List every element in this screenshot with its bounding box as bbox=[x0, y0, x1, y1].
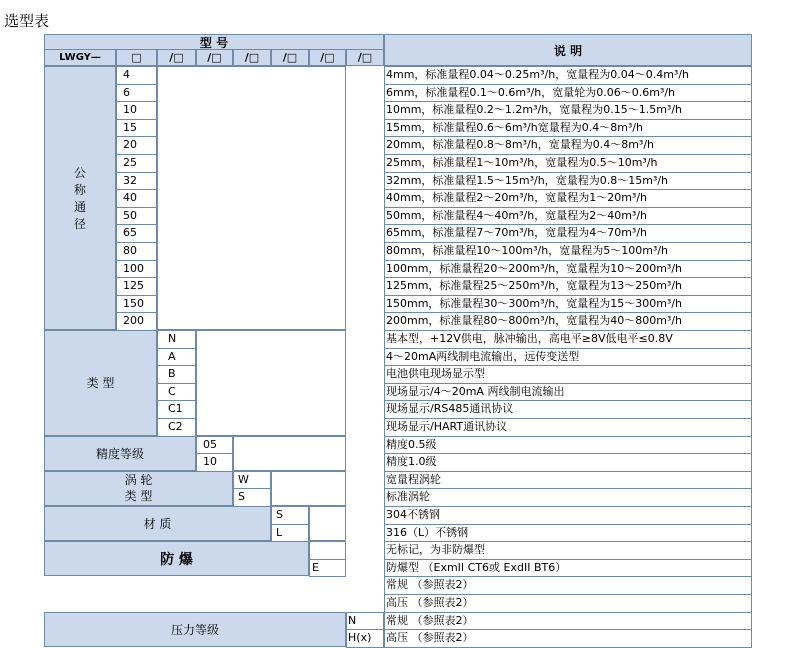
description-text: 150mm，标准量程30～300m³/h，宽量程为15～300m³/h bbox=[386, 296, 683, 310]
description-text: 304不锈钢 bbox=[386, 508, 440, 521]
code-col-blank bbox=[157, 66, 346, 330]
description-text: 20mm，标准量程0.8～8m³/h，宽量程为0.4～8m³/h bbox=[386, 138, 655, 152]
code-box: /□ bbox=[346, 49, 384, 66]
size-code: 150 bbox=[116, 295, 157, 314]
type-code: A bbox=[157, 348, 196, 367]
description-text: 无标记，为非防爆型 bbox=[386, 543, 485, 557]
description-text: 宽量程涡轮 bbox=[386, 472, 441, 486]
description-row: 高压 （参照表2） bbox=[384, 629, 752, 648]
description-row bbox=[384, 559, 752, 578]
description-row bbox=[384, 348, 752, 367]
description-row bbox=[384, 453, 752, 472]
description-text: 电池供电现场显示型 bbox=[386, 367, 485, 381]
description-text: 32mm，标准量程1.5～15m³/h，宽量程为0.8～15m³/h bbox=[386, 173, 669, 187]
description-row bbox=[384, 383, 752, 402]
code-box: /□ bbox=[309, 49, 346, 66]
size-code: 65 bbox=[116, 224, 157, 243]
description-text: 高压 （参照表2） bbox=[386, 596, 474, 609]
description-text: 精度1.0级 bbox=[386, 455, 437, 469]
description-text: 常规 （参照表2） bbox=[386, 578, 474, 592]
code-box: /□ bbox=[196, 49, 233, 66]
explosion-code: E bbox=[309, 559, 346, 578]
type-code: C bbox=[157, 383, 196, 402]
code-box: □ bbox=[116, 49, 157, 66]
description-text: 标准涡轮 bbox=[386, 490, 430, 504]
description-text: 现场显示/HART通讯协议 bbox=[386, 420, 508, 433]
code-box: /□ bbox=[271, 49, 309, 66]
description-row bbox=[384, 488, 752, 507]
description-text: 125mm，标准量程25～250m³/h，宽量程为13～250m³/h bbox=[386, 279, 683, 293]
pressure-code: H(x) bbox=[346, 629, 384, 648]
accuracy-label: 精度等级 bbox=[44, 436, 196, 471]
size-code: 25 bbox=[116, 154, 157, 173]
description-row bbox=[384, 365, 752, 384]
explosion-label: 防 爆 bbox=[44, 541, 309, 576]
description-row bbox=[384, 541, 752, 560]
description-row bbox=[384, 277, 752, 296]
material-label: 材 质 bbox=[44, 506, 271, 541]
size-code: 80 bbox=[116, 242, 157, 261]
material-code: S bbox=[271, 506, 309, 525]
description-text: 基本型，+12V供电，脉冲输出，高电平≥8V低电平≤0.8V bbox=[386, 332, 673, 345]
nominal-diameter-label: 公 称 通 径 bbox=[44, 66, 116, 330]
code-box: /□ bbox=[233, 49, 271, 66]
description-text: 80mm，标准量程10～100m³/h，宽量程为5～100m³/h bbox=[386, 244, 669, 257]
code-col-blank bbox=[271, 471, 346, 506]
description-text: 现场显示/RS485通讯协议 bbox=[386, 402, 514, 416]
description-row bbox=[384, 189, 752, 208]
type-label: 类 型 bbox=[44, 330, 157, 436]
size-code: 125 bbox=[116, 277, 157, 296]
description-text: 40mm，标准量程2～20m³/h，宽量程为1～20m³/h bbox=[386, 191, 648, 205]
description-row bbox=[384, 154, 752, 173]
description-row bbox=[384, 84, 752, 103]
type-code: N bbox=[157, 330, 196, 349]
size-code: 50 bbox=[116, 207, 157, 226]
code-box: /□ bbox=[157, 49, 196, 66]
description-text: 现场显示/4～20mA 两线制电流输出 bbox=[386, 384, 565, 398]
description-row bbox=[384, 400, 752, 419]
model-header: 型 号 bbox=[44, 34, 384, 50]
description-text: 15mm，标准量程0.6～6m³/h宽量程为0.4～8m³/h bbox=[386, 120, 644, 134]
size-code: 100 bbox=[116, 260, 157, 279]
description-text: 4mm，标准量程0.04～0.25m³/h，宽量程为0.04～0.4m³/h bbox=[386, 68, 690, 81]
code-col-blank bbox=[309, 506, 346, 541]
size-code: 4 bbox=[116, 66, 157, 85]
description-row bbox=[384, 260, 752, 279]
description-text: 65mm，标准量程7～70m³/h，宽量程为4～70m³/h bbox=[386, 226, 648, 240]
size-code: 40 bbox=[116, 189, 157, 208]
description-row bbox=[384, 576, 752, 595]
size-code: 32 bbox=[116, 172, 157, 191]
size-code: 10 bbox=[116, 101, 157, 120]
size-code: 15 bbox=[116, 119, 157, 138]
description-row bbox=[384, 136, 752, 155]
description-text: 316（L）不锈钢 bbox=[386, 525, 469, 539]
description-row bbox=[384, 207, 752, 226]
description-text: 200mm，标准量程80～800m³/h，宽量程为40～800m³/h bbox=[386, 314, 683, 328]
lwgy-code: LWGY— bbox=[44, 49, 116, 66]
description-text: 4～20mA两线制电流输出，远传变送型 bbox=[386, 349, 580, 363]
description-row bbox=[384, 506, 752, 525]
pressure-code: N bbox=[346, 612, 384, 631]
description-row bbox=[384, 242, 752, 261]
code-col-blank bbox=[233, 436, 346, 471]
description-text: 精度0.5级 bbox=[386, 437, 437, 451]
turbine-code: S bbox=[233, 488, 271, 507]
description-text: 防爆型 （ExmII CT6或 ExdII BT6） bbox=[386, 560, 567, 574]
description-row bbox=[384, 330, 752, 349]
turbine-label: 涡 轮 bbox=[124, 473, 153, 488]
description-row bbox=[384, 418, 752, 437]
code-col-blank bbox=[196, 330, 346, 436]
description-row bbox=[384, 295, 752, 314]
description-row: 常规 （参照表2） bbox=[384, 612, 752, 631]
type-code: C1 bbox=[157, 400, 196, 419]
turbine-code: W bbox=[233, 471, 271, 490]
description-text: 50mm，标准量程4～40m³/h，宽量程为2～40m³/h bbox=[386, 208, 648, 222]
turbine-type-label bbox=[44, 471, 233, 506]
page-title: 选型表 bbox=[4, 12, 50, 30]
size-code: 200 bbox=[116, 312, 157, 331]
description-row bbox=[384, 436, 752, 455]
description-row bbox=[384, 524, 752, 543]
description-text: 10mm，标准量程0.2～1.2m³/h，宽量程为0.15～1.5m³/h bbox=[386, 103, 683, 117]
description-row bbox=[384, 101, 752, 120]
pressure-label: 压力等级 bbox=[44, 612, 346, 647]
type-code: B bbox=[157, 365, 196, 384]
description-row bbox=[384, 312, 752, 331]
description-row bbox=[384, 471, 752, 490]
material-code: L bbox=[271, 524, 309, 543]
size-code: 6 bbox=[116, 84, 157, 103]
accuracy-code: 10 bbox=[196, 453, 233, 472]
description-row bbox=[384, 119, 752, 138]
description-row bbox=[384, 224, 752, 243]
accuracy-code: 05 bbox=[196, 436, 233, 455]
description-row bbox=[384, 172, 752, 191]
turbine-type: 类 型 bbox=[124, 489, 153, 504]
description-text: 25mm，标准量程1～10m³/h，宽量程为0.5～10m³/h bbox=[386, 156, 658, 169]
description-header: 说 明 bbox=[384, 34, 752, 66]
description-row bbox=[384, 66, 752, 85]
description-text: 6mm，标准量程0.1～0.6m³/h，宽量轮为0.06～0.6m³/h bbox=[386, 85, 676, 99]
type-code: C2 bbox=[157, 418, 196, 437]
description-text: 100mm，标准量程20～200m³/h，宽量程为10～200m³/h bbox=[386, 261, 683, 275]
explosion-code bbox=[309, 541, 346, 560]
size-code: 20 bbox=[116, 136, 157, 155]
